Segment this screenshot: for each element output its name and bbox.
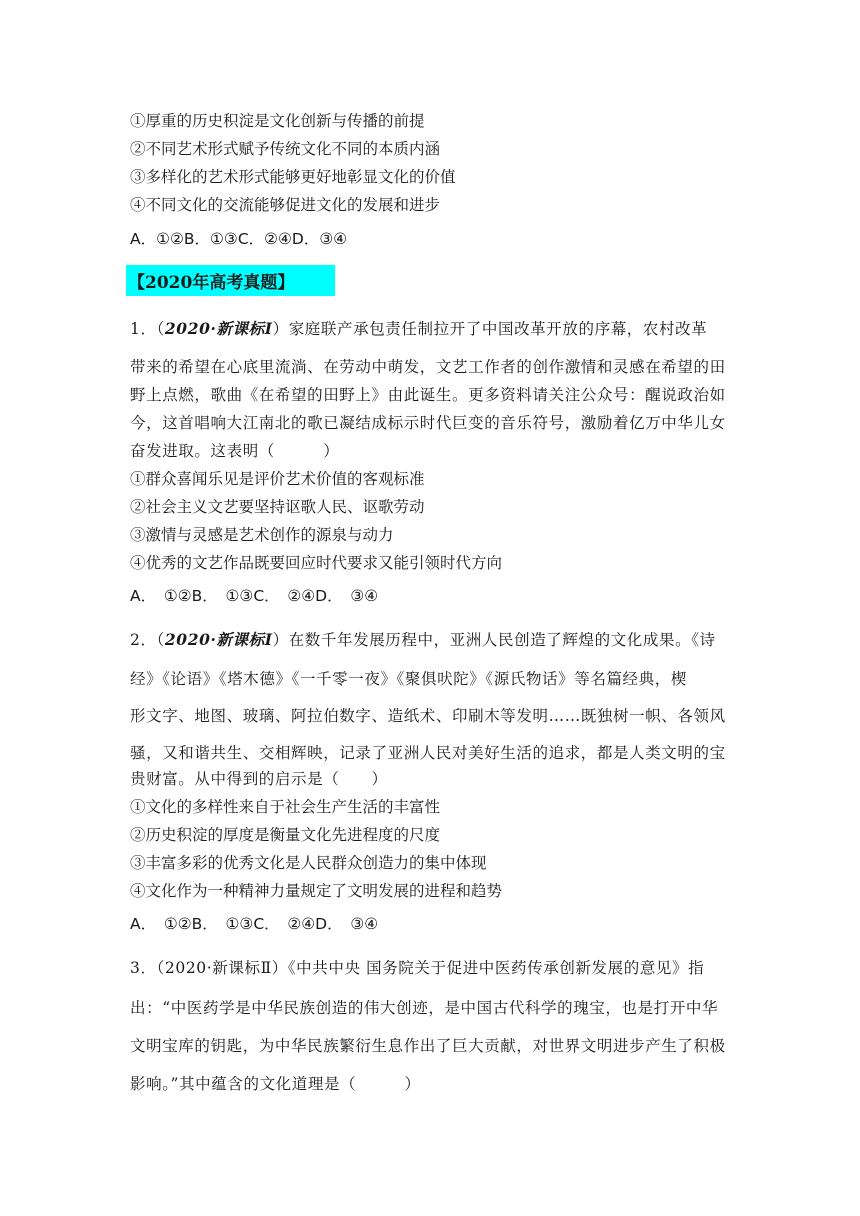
question-1-first-line — [130, 318, 707, 340]
question-number: 2．（ — [130, 631, 165, 649]
answer-choices: A． ①②B． ①③C． ②④D． ③④ — [130, 915, 379, 933]
question-source: 2020·新课标Ⅰ — [164, 630, 273, 649]
question-stem-line: 奋发进取。这表明（ ） — [130, 442, 340, 460]
question-number: 1．（ — [130, 320, 165, 338]
question-stem-line: 野上点燃，歌曲《在希望的田野上》由此诞生。更多资料请关注公众号：醒说政治如 — [130, 386, 726, 404]
question-source: 2020·新课标Ⅱ — [164, 959, 272, 977]
question-2-first-line — [130, 629, 716, 651]
question-3-first-line — [130, 957, 704, 979]
option-line: ④优秀的文艺作品既要回应时代要求又能引领时代方向 — [130, 554, 503, 572]
option-line: ③丰富多彩的优秀文化是人民群众创造力的集中体现 — [130, 854, 487, 872]
question-stem-text: ）《中共中央 国务院关于促进中医药传承创新发展的意见》指 — [271, 959, 705, 977]
question-stem-line: 贵财富。从中得到的启示是（ ） — [130, 770, 388, 788]
answer-choices: A．①②B．①③C．②④D．③④ — [130, 230, 348, 248]
question-stem-text: ）在数千年发展历程中，亚洲人民创造了辉煌的文化成果。《诗 — [272, 631, 716, 649]
question-stem-text: ）家庭联产承包责任制拉开了中国改革开放的序幕，农村改革 — [272, 320, 708, 338]
answer-choices: A． ①②B． ①③C． ②④D． ③④ — [130, 587, 379, 605]
option-line: ①群众喜闻乐见是评价艺术价值的客观标准 — [130, 470, 425, 488]
section-heading-text: 【2020年高考真题】 — [128, 273, 295, 293]
option-line: ③多样化的艺术形式能够更好地彰显文化的价值 — [130, 168, 456, 186]
option-line: ④不同文化的交流能够促进文化的发展和进步 — [130, 196, 441, 214]
option-line: ①厚重的历史积淀是文化创新与传播的前提 — [130, 112, 425, 130]
section-heading — [126, 265, 335, 296]
question-source: 2020·新课标Ⅰ — [164, 319, 273, 338]
option-line: ②不同艺术形式赋予传统文化不同的本质内涵 — [130, 140, 441, 158]
question-stem-line: 文明宝库的钥匙，为中华民族繁衍生息作出了巨大贡献，对世界文明进步产生了积极 — [130, 1037, 726, 1055]
option-line: ④文化作为一种精神力量规定了文明发展的进程和趋势 — [130, 882, 503, 900]
question-number: 3．（ — [130, 959, 165, 977]
option-line: ②社会主义文艺要坚持讴歌人民、讴歌劳动 — [130, 498, 425, 516]
option-line: ②历史积淀的厚度是衡量文化先进程度的尺度 — [130, 826, 441, 844]
option-line: ③激情与灵感是艺术创作的源泉与动力 — [130, 526, 394, 544]
option-line: ①文化的多样性来自于社会生产生活的丰富性 — [130, 798, 441, 816]
question-stem-line: 出：“中医药学是中华民族创造的伟大创迹，是中国古代科学的瑰宝，也是打开中华 — [130, 999, 719, 1017]
question-stem-line: 形文字、地图、玻璃、阿拉伯数字、造纸术、印刷木等发明……既独树一帜、各领风 — [130, 707, 726, 725]
question-stem-line: 经》《论语》《塔木德》《一千零一夜》《聚俱吠陀》《源氏物话》等名篇经典，楔 — [130, 670, 687, 688]
question-stem-line: 影响。”其中蕴含的文化道理是（ ） — [130, 1075, 421, 1093]
question-stem-line: 骚，又和谐共生、交相辉映，记录了亚洲人民对美好生活的追求，都是人类文明的宝 — [130, 744, 726, 762]
question-stem-line: 今，这首唱响大江南北的歌已凝结成标示时代巨变的音乐符号，激励着亿万中华儿女 — [130, 414, 726, 432]
question-stem-line: 带来的希望在心底里流淌、在劳动中萌发，文艺工作者的创作激情和灵感在希望的田 — [130, 358, 726, 376]
